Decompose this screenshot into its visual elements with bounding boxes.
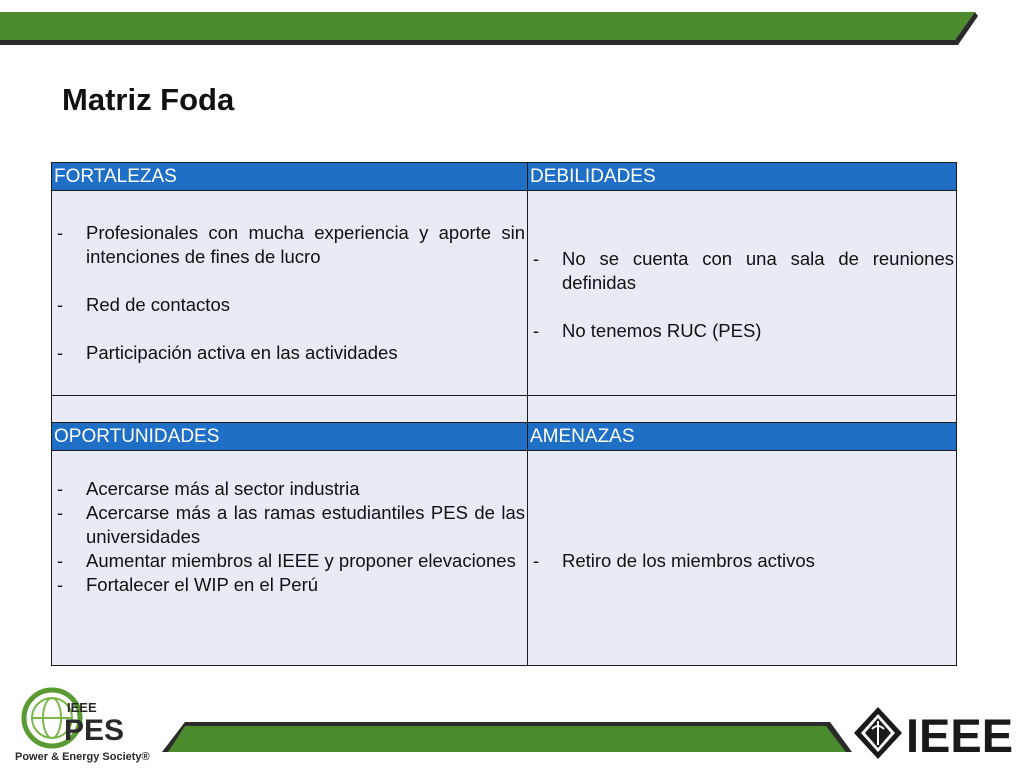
top-green-band [0, 0, 1024, 48]
oportunidades-header: OPORTUNIDADES [52, 423, 528, 451]
list-item [54, 501, 525, 549]
spacer-cell [528, 396, 957, 423]
pes-logo-mark: IEEE [67, 700, 97, 715]
bullet-dash: - [57, 478, 64, 499]
bullet-dash: - [533, 550, 540, 571]
bullet-dash: - [533, 320, 540, 341]
slide-title: Matriz Foda [62, 82, 235, 117]
bullet-dash: - [57, 574, 64, 595]
amenaza-text: Retiro de los miembros activos [562, 550, 815, 571]
list-item [54, 293, 525, 317]
debilidades-cell [528, 191, 957, 396]
bullet-dash: - [57, 342, 64, 363]
list-item [530, 319, 954, 343]
bullet-dash: - [57, 222, 64, 243]
pes-logo-name: PES [64, 714, 125, 747]
list-item [530, 549, 954, 573]
debilidad-text: No se cuenta con una sala de reuniones definidas [562, 248, 954, 293]
bullet-dash: - [533, 248, 540, 269]
list-item [530, 247, 954, 295]
oportunidades-list [52, 477, 527, 597]
list-item [54, 573, 525, 597]
oportunidad-text: Aumentar miembros al IEEE y proponer elevaciones [86, 550, 516, 571]
ieee-logo [852, 705, 1017, 761]
pes-logo [12, 676, 162, 764]
ieee-kite-icon [854, 707, 902, 759]
list-item [54, 221, 525, 269]
debilidades-header: DEBILIDADES [528, 163, 957, 191]
oportunidad-text: Acercarse más a las ramas estudiantiles PES de las universidades [86, 502, 525, 547]
fortalezas-list [52, 221, 527, 365]
list-item [54, 549, 525, 573]
amenazas-cell [528, 451, 957, 666]
oportunidades-cell [52, 451, 528, 666]
oportunidad-text: Fortalecer el WIP en el Perú [86, 574, 319, 595]
fortaleza-text: Profesionales con mucha experiencia y aporte sin intenciones de fines de lucro [86, 222, 525, 267]
bullet-dash: - [57, 502, 64, 523]
list-item [54, 477, 525, 501]
amenazas-header: AMENAZAS [528, 423, 957, 451]
debilidades-list [528, 247, 956, 343]
spacer-cell [52, 396, 528, 423]
pes-logo-society: Power & Energy Society® [15, 751, 150, 763]
amenazas-list [528, 549, 956, 573]
bullet-dash: - [57, 294, 64, 315]
ieee-logo-text: IEEE [906, 709, 1014, 761]
oportunidad-text: Acercarse más al sector industria [86, 478, 360, 499]
fortalezas-cell [52, 191, 528, 396]
fortaleza-text: Participación activa en las actividades [86, 342, 398, 363]
fortaleza-text: Red de contactos [86, 294, 230, 315]
debilidad-text: No tenemos RUC (PES) [562, 320, 762, 341]
bullet-dash: - [57, 550, 64, 571]
foda-matrix [51, 162, 957, 666]
list-item [54, 341, 525, 365]
fortalezas-header: FORTALEZAS [52, 163, 528, 191]
